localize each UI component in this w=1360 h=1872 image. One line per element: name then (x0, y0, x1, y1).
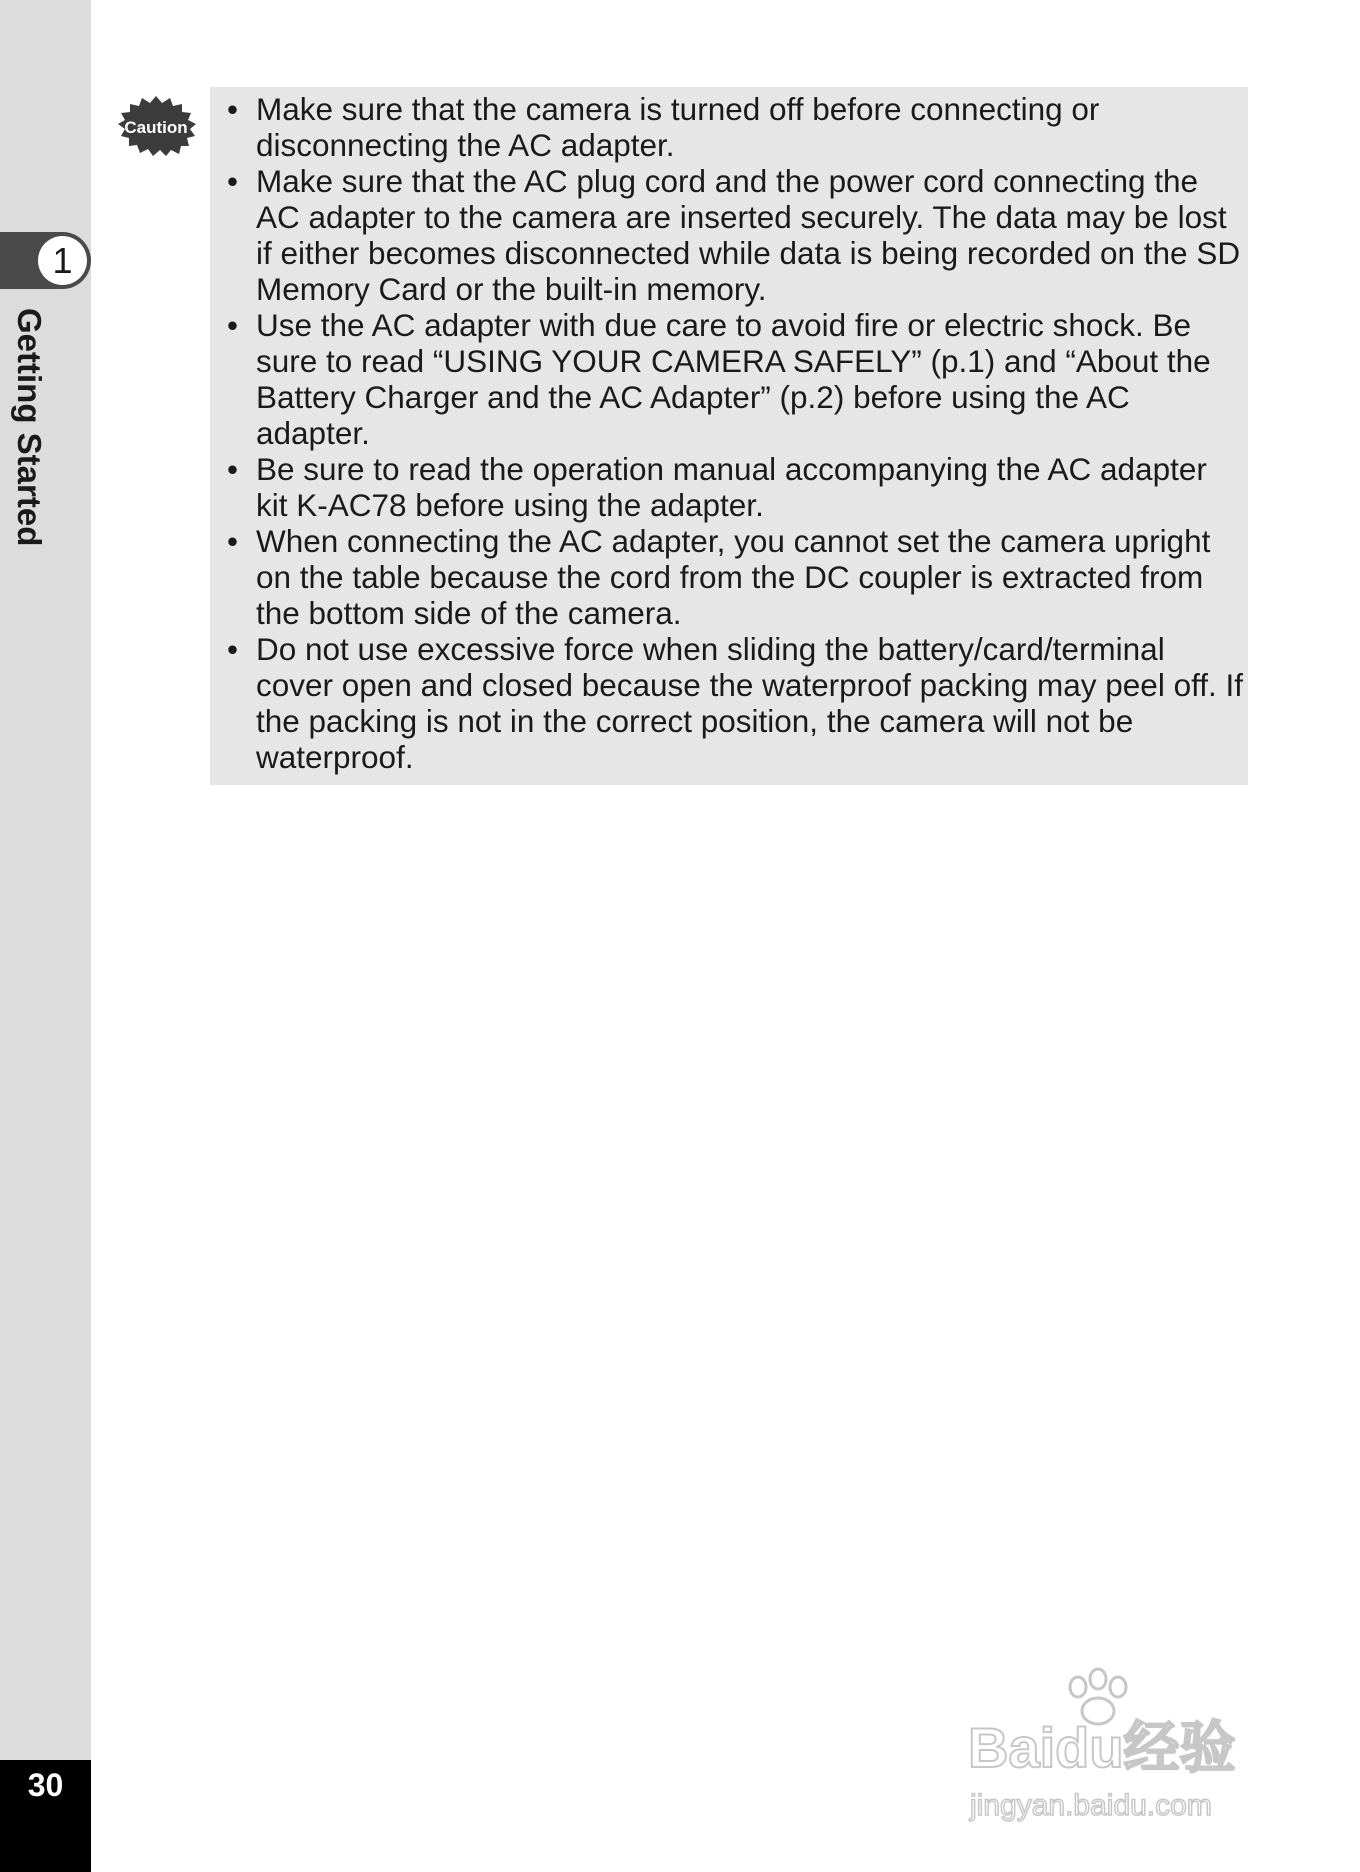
baidu-watermark (960, 1665, 1280, 1825)
page-number: 30 (27, 1767, 64, 1803)
caution-item: • Make sure that the AC plug cord and the power cord connecting the AC adapter to the camera are inserted securely. The data may be lost if either becomes disconnected while data is being recorded on the SD Memory Card or the built-in memory. (225, 163, 1245, 307)
caution-item: • When connecting the AC adapter, you cannot set the camera upright on the table because the cord from the DC coupler is extracted from the bottom side of the camera. (225, 523, 1245, 631)
chapter-number: 1 (38, 236, 87, 285)
watermark-url: jingyan.baidu.com (970, 1789, 1212, 1822)
caution-list (225, 91, 1245, 775)
chapter-title: Getting Started (11, 308, 48, 547)
caution-item: • Do not use excessive force when sliding the battery/card/terminal cover open and closed because the waterproof packing may peel off. If the packing is not in the correct position, the camera will not be waterproof. (225, 631, 1245, 775)
caution-item: • Make sure that the camera is turned off before connecting or disconnecting the AC adapter. (225, 91, 1245, 163)
caution-item: • Use the AC adapter with due care to avoid fire or electric shock. Be sure to read “USING YOUR CAMERA SAFELY” (p.1) and “About the Battery Charger and the AC Adapter” (p.2) before using the AC adapter. (225, 307, 1245, 451)
watermark-brand: Baidu经验 (968, 1716, 1236, 1779)
caution-icon-label: Caution (124, 118, 188, 137)
caution-item: • Be sure to read the operation manual accompanying the AC adapter kit K-AC78 before using the adapter. (225, 451, 1245, 523)
caution-icon (115, 95, 197, 157)
